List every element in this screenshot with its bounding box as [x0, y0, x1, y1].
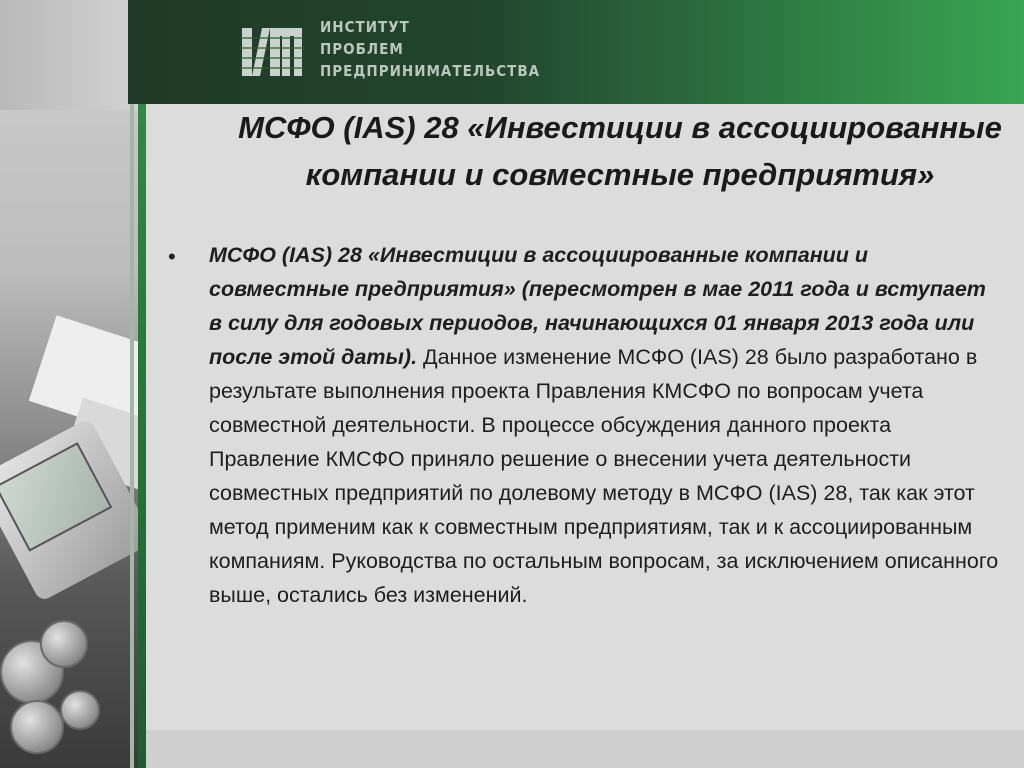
left-photo-panel	[0, 0, 150, 768]
accent-line-light	[130, 104, 134, 768]
coin-decor	[10, 700, 64, 754]
coin-decor	[60, 690, 100, 730]
bottom-strip	[146, 730, 1024, 768]
coin-decor	[40, 620, 88, 668]
pda-screen-decor	[0, 442, 112, 551]
bullet-normal-text: Данное изменение МСФО (IAS) 28 было разработано в результате выполнения проекта Правления КМСФО по вопросам учета совместной деятельности. В процессе обсуждения данного проекта Правление КМСФО приняло решение о внесении учета деятельности совместных предприятий по долевому методу в МСФО (IAS) 28, так как этот метод применим как к совместным предприятиям, так и к ассоциированным компаниям. Руководства по остальным вопросам, за исключением описанного выше, остались без изменений.	[209, 345, 999, 607]
institute-name	[320, 16, 580, 82]
bullet-paragraph	[209, 238, 999, 612]
institute-name-line-2: ПРОБЛЕМ	[320, 40, 404, 58]
institute-name-line-1: ИНСТИТУТ	[320, 18, 410, 36]
slide-title: МСФО (IAS) 28 «Инвестиции в ассоциированные компании и совместные предприятия»	[238, 110, 1002, 192]
accent-line-green	[138, 104, 146, 768]
institute-logo	[240, 18, 304, 86]
bullet-bold-text: МСФО (IAS) 28 «Инвестиции в ассоциированные компании и совместные предприятия» (пересмотрен в мае 2011 года и вступает в силу для годовых периодов, начинающихся 01 января 2013 года или после этой даты).	[209, 243, 986, 369]
institute-name-line-3: ПРЕДПРИНИМАТЕЛЬСТВА	[320, 62, 541, 80]
bullet-marker: •	[168, 244, 176, 269]
